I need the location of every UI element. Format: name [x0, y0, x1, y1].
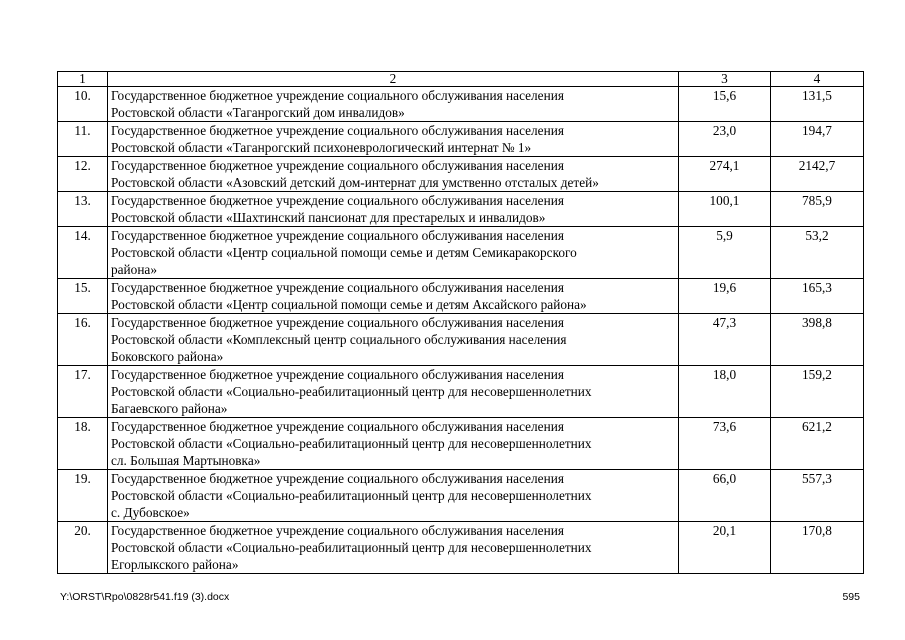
value-col-3: 100,1	[679, 192, 771, 227]
value-col-3: 18,0	[679, 366, 771, 418]
header-col-4: 4	[771, 72, 864, 87]
value-col-3: 73,6	[679, 418, 771, 470]
row-number: 17.	[58, 366, 108, 418]
institution-name-line: Багаевского района»	[111, 401, 228, 416]
value-col-3: 47,3	[679, 314, 771, 366]
institution-name-line: Ростовской области «Социально-реабилитационный центр для несовершеннолетних	[111, 436, 592, 451]
institution-name-line: Государственное бюджетное учреждение социального обслуживания населения	[111, 158, 564, 173]
row-number: 12.	[58, 157, 108, 192]
table-header-row	[58, 72, 864, 87]
row-number: 19.	[58, 470, 108, 522]
institution-name-line: Егорлыкского района»	[111, 557, 239, 572]
institution-name-line: Государственное бюджетное учреждение социального обслуживания населения	[111, 523, 564, 538]
table-row	[58, 522, 864, 574]
institution-name-line: Ростовской области «Азовский детский дом-интернат для умственно отсталых детей»	[111, 175, 599, 190]
institution-name	[108, 279, 679, 314]
footer-page-number: 595	[842, 591, 860, 603]
header-col-1: 1	[58, 72, 108, 87]
institution-name	[108, 227, 679, 279]
value-col-4: 159,2	[771, 366, 864, 418]
value-col-4: 557,3	[771, 470, 864, 522]
row-number: 10.	[58, 87, 108, 122]
value-col-4: 131,5	[771, 87, 864, 122]
row-number: 20.	[58, 522, 108, 574]
institution-name	[108, 470, 679, 522]
institution-name-line: Ростовской области «Социально-реабилитационный центр для несовершеннолетних	[111, 540, 592, 555]
footer-file-path: Y:\ORST\Rpo\0828r541.f19 (3).docx	[60, 591, 230, 603]
row-number: 15.	[58, 279, 108, 314]
value-col-3: 66,0	[679, 470, 771, 522]
budget-table	[57, 71, 864, 574]
value-col-3: 20,1	[679, 522, 771, 574]
value-col-3: 5,9	[679, 227, 771, 279]
row-number: 18.	[58, 418, 108, 470]
row-number: 11.	[58, 122, 108, 157]
institution-name-line: с. Дубовское»	[111, 505, 190, 520]
institution-name-line: Ростовской области «Социально-реабилитационный центр для несовершеннолетних	[111, 488, 592, 503]
value-col-4: 165,3	[771, 279, 864, 314]
institution-name-line: Ростовской области «Центр социальной помощи семье и детям Аксайского района»	[111, 297, 587, 312]
value-col-3: 274,1	[679, 157, 771, 192]
institution-name-line: Ростовской области «Таганрогский психоневрологический интернат № 1»	[111, 140, 532, 155]
institution-name-line: сл. Большая Мартыновка»	[111, 453, 261, 468]
table-row	[58, 366, 864, 418]
institution-name-line: Ростовской области «Таганрогский дом инвалидов»	[111, 105, 405, 120]
institution-name	[108, 157, 679, 192]
institution-name	[108, 192, 679, 227]
institution-name	[108, 522, 679, 574]
header-col-2: 2	[108, 72, 679, 87]
institution-name-line: Государственное бюджетное учреждение социального обслуживания населения	[111, 123, 564, 138]
value-col-4: 170,8	[771, 522, 864, 574]
institution-name-line: Государственное бюджетное учреждение социального обслуживания населения	[111, 367, 564, 382]
institution-name-line: Государственное бюджетное учреждение социального обслуживания населения	[111, 88, 564, 103]
value-col-3: 15,6	[679, 87, 771, 122]
table-row	[58, 418, 864, 470]
header-col-3: 3	[679, 72, 771, 87]
value-col-4: 194,7	[771, 122, 864, 157]
institution-name	[108, 87, 679, 122]
table-row	[58, 157, 864, 192]
institution-name-line: Государственное бюджетное учреждение социального обслуживания населения	[111, 228, 564, 243]
table-row	[58, 227, 864, 279]
value-col-4: 621,2	[771, 418, 864, 470]
value-col-4: 53,2	[771, 227, 864, 279]
institution-name-line: Государственное бюджетное учреждение социального обслуживания населения	[111, 471, 564, 486]
row-number: 13.	[58, 192, 108, 227]
table-row	[58, 122, 864, 157]
table-row	[58, 192, 864, 227]
institution-name-line: района»	[111, 262, 157, 277]
institution-name	[108, 366, 679, 418]
institution-name-line: Боковского района»	[111, 349, 224, 364]
institution-name-line: Ростовской области «Комплексный центр социального обслуживания населения	[111, 332, 567, 347]
institution-name-line: Ростовской области «Шахтинский пансионат для престарелых и инвалидов»	[111, 210, 546, 225]
institution-name-line: Ростовской области «Центр социальной помощи семье и детям Семикаракорского	[111, 245, 577, 260]
institution-name	[108, 314, 679, 366]
value-col-3: 23,0	[679, 122, 771, 157]
value-col-4: 2142,7	[771, 157, 864, 192]
row-number: 14.	[58, 227, 108, 279]
value-col-4: 785,9	[771, 192, 864, 227]
value-col-4: 398,8	[771, 314, 864, 366]
institution-name-line: Государственное бюджетное учреждение социального обслуживания населения	[111, 315, 564, 330]
table-row	[58, 314, 864, 366]
table-row	[58, 279, 864, 314]
table-row	[58, 87, 864, 122]
table-row	[58, 470, 864, 522]
institution-name-line: Ростовской области «Социально-реабилитационный центр для несовершеннолетних	[111, 384, 592, 399]
institution-name-line: Государственное бюджетное учреждение социального обслуживания населения	[111, 280, 564, 295]
row-number: 16.	[58, 314, 108, 366]
institution-name	[108, 418, 679, 470]
institution-name	[108, 122, 679, 157]
institution-name-line: Государственное бюджетное учреждение социального обслуживания населения	[111, 419, 564, 434]
institution-name-line: Государственное бюджетное учреждение социального обслуживания населения	[111, 193, 564, 208]
value-col-3: 19,6	[679, 279, 771, 314]
